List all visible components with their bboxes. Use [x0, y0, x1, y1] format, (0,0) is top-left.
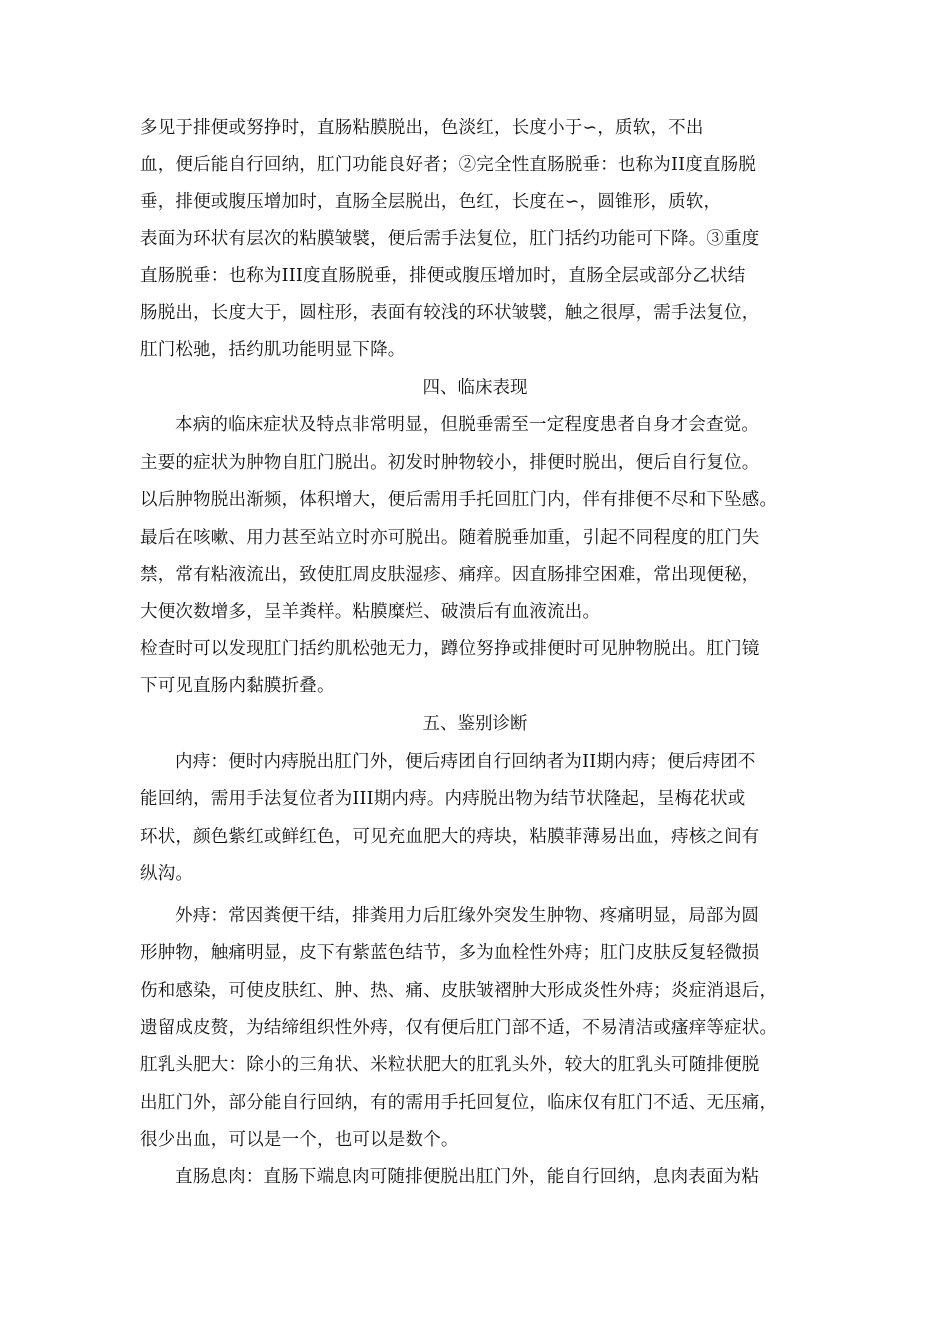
text-line: 遗留成皮赘，为结缔组织性外痔，仅有便后肛门部不适，不易清洁或瘙痒等症状。 [140, 1018, 778, 1038]
text-line: 外痔：常因粪便干结，排粪用力后肛缘外突发生肿物、疼痛明显，局部为圆 [175, 906, 760, 926]
text-line: 能回纳，需用手法复位者为III期内痔。内痔脱出物为结节状隆起，呈梅花状或 [140, 789, 746, 809]
text-line: 很少出血，可以是一个，也可以是数个。 [140, 1130, 459, 1150]
text-line: 直肠息肉：直肠下端息肉可随排便脱出肛门外，能自行回纳，息肉表面为粘 [175, 1167, 760, 1187]
text-line: 出肛门外，部分能自行回纳，有的需用手托回复位，临床仅有肛门不适、无压痛， [140, 1093, 778, 1113]
text-line: 最后在咳嗽、用力甚至站立时亦可脱出。随着脱垂加重，引起不同程度的肛门失 [140, 528, 760, 548]
text-line: 伤和感染，可使皮肤红、肿、热、痛、皮肤皱褶肿大形成炎性外痔；炎症消退后， [140, 981, 778, 1001]
text-line: 肠脱出，长度大于，圆柱形，表面有较浅的环状皱襞，触之很厚，需手法复位， [140, 303, 760, 323]
text-line: 垂，排便或腹压增加时，直肠全层脱出，色红，长度在∽，圆锥形，质软， [140, 192, 722, 212]
text-line: 多见于排便或努挣时，直肠粘膜脱出，色淡红，长度小于∽，质软，不出 [140, 118, 704, 138]
text-line: 下可见直肠内黏膜折叠。 [140, 676, 335, 696]
text-line: 血，便后能自行回纳，肛门功能良好者；②完全性直肠脱垂：也称为II度直肠脱 [140, 155, 757, 175]
text-line: 以后肿物脱出渐频，体积增大，便后需用手托回肛门内，伴有排便不尽和下坠感。 [140, 490, 778, 510]
text-line: 大便次数增多，呈羊粪样。粘膜糜烂、破溃后有血液流出。 [140, 602, 601, 622]
text-line: 肛门松驰，括约肌功能明显下降。 [140, 340, 406, 360]
text-line: 检查时可以发现肛门括约肌松弛无力，蹲位努挣或排便时可见肿物脱出。肛门镜 [140, 639, 760, 659]
section-heading: 四、临床表现 [422, 378, 528, 398]
section-heading: 五、鉴别诊断 [422, 714, 528, 734]
text-line: 本病的临床症状及特点非常明显，但脱垂需至一定程度患者自身才会查觉。 [175, 415, 760, 435]
text-line: 主要的症状为肿物自肛门脱出。初发时肿物较小，排便时脱出，便后自行复位。 [140, 453, 760, 473]
text-line: 肛乳头肥大：除小的三角状、米粒状肥大的肛乳头外，较大的肛乳头可随排便脱 [140, 1055, 760, 1075]
text-line: 禁，常有粘液流出，致使肛周皮肤湿疹、痛痒。因直肠排空困难，常出现便秘， [140, 565, 760, 585]
text-line: 环状，颜色紫红或鲜红色，可见充血肥大的痔块，粘膜菲薄易出血，痔核之间有 [140, 827, 760, 847]
text-line: 纵沟。 [140, 864, 194, 884]
text-line: 形肿物，触痛明显，皮下有紫蓝色结节，多为血栓性外痔；肛门皮肤反复轻微损 [140, 943, 760, 963]
text-line: 表面为环状有层次的粘膜皱襞，便后需手法复位，肛门括约功能可下降。③重度 [140, 229, 760, 249]
text-line: 内痔：便时内痔脱出肛门外，便后痔团自行回纳者为II期内痔；便后痔团不 [175, 752, 756, 772]
text-line: 直肠脱垂：也称为III度直肠脱垂，排便或腹压增加时，直肠全层或部分乙状结 [140, 266, 746, 286]
